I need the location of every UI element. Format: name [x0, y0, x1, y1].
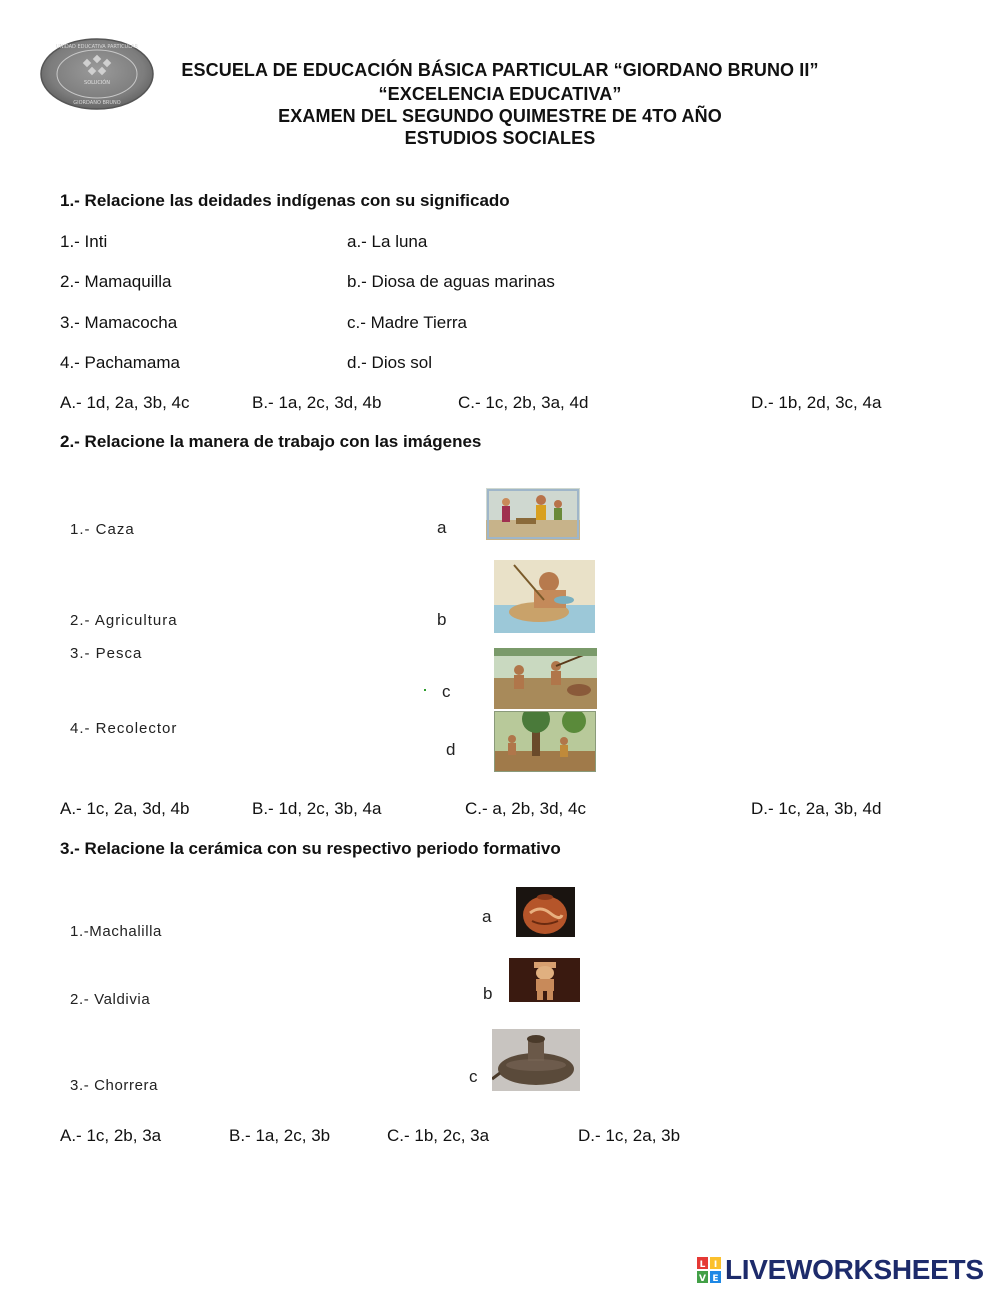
q3-title: 3.- Relacione la cerámica con su respectivo periodo formativo: [60, 839, 561, 858]
ceramic-image-a: [516, 887, 575, 937]
q1-right-item: b.- Diosa de aguas marinas: [347, 272, 555, 291]
q1-right-item: d.- Dios sol: [347, 353, 433, 372]
school-motto: “EXCELENCIA EDUCATIVA”: [378, 84, 622, 104]
q1-option-c[interactable]: C.- 1c, 2b, 3a, 4d: [458, 393, 589, 412]
q3-option-c[interactable]: C.- 1b, 2c, 3a: [387, 1126, 490, 1145]
q1-right-item: c.- Madre Tierra: [347, 313, 467, 332]
work-image-d: [494, 711, 596, 772]
liveworksheets-wordmark: LIVEWORKSHEETS: [725, 1254, 984, 1285]
q2-letter: b: [437, 610, 447, 629]
liveworksheets-badge-icon: [697, 1257, 721, 1283]
svg-text:E: E: [712, 1274, 719, 1283]
q2-option-b[interactable]: B.- 1d, 2c, 3b, 4a: [252, 799, 382, 818]
q2-item: 3.- Pesca: [70, 645, 143, 662]
q2-title: 2.- Relacione la manera de trabajo con las imágenes: [60, 432, 482, 451]
q2-option-d[interactable]: D.- 1c, 2a, 3b, 4d: [751, 799, 882, 818]
q1-title: 1.- Relacione las deidades indígenas con su significado: [60, 191, 510, 210]
q2-option-a[interactable]: A.- 1c, 2a, 3d, 4b: [60, 799, 190, 818]
liveworksheets-logo: [697, 1253, 984, 1287]
q3-item: 3.- Chorrera: [70, 1077, 159, 1094]
q2-letter: d: [446, 740, 456, 759]
q1-left-item: 3.- Mamacocha: [60, 313, 178, 332]
q3-letter: c: [469, 1067, 478, 1086]
q3-option-b[interactable]: B.- 1a, 2c, 3b: [229, 1126, 331, 1145]
ceramic-image-c: [492, 1029, 580, 1091]
q1-left-item: 1.- Inti: [60, 232, 108, 251]
green-dot-mark: [424, 689, 426, 691]
q2-item: 2.- Agricultura: [70, 612, 178, 629]
work-image-b: [494, 560, 595, 633]
q1-option-d[interactable]: D.- 1b, 2d, 3c, 4a: [751, 393, 882, 412]
svg-text:SOLUCIÓN: SOLUCIÓN: [84, 80, 110, 86]
svg-text:I: I: [713, 1260, 718, 1270]
q1-option-a[interactable]: A.- 1d, 2a, 3b, 4c: [60, 393, 190, 412]
svg-text:L: L: [699, 1260, 706, 1270]
svg-text:UNIDAD EDUCATIVA PARTICULAR: UNIDAD EDUCATIVA PARTICULAR: [55, 44, 139, 50]
q1-left-item: 2.- Mamaquilla: [60, 272, 172, 291]
q2-letter: c: [442, 682, 451, 701]
q3-item: 1.-Machalilla: [70, 923, 162, 940]
work-image-c: [494, 648, 597, 709]
svg-text:GIORDANO BRUNO: GIORDANO BRUNO: [73, 100, 121, 106]
q1-right-item: a.- La luna: [347, 232, 428, 251]
q2-item: 4.- Recolector: [70, 720, 178, 737]
q2-letter: a: [437, 518, 447, 537]
q2-item: 1.- Caza: [70, 521, 135, 538]
q3-letter: a: [482, 907, 492, 926]
q3-letter: b: [483, 984, 493, 1003]
svg-text:V: V: [699, 1274, 706, 1283]
q3-item: 2.- Valdivia: [70, 991, 151, 1008]
q3-option-d[interactable]: D.- 1c, 2a, 3b: [578, 1126, 681, 1145]
school-name: ESCUELA DE EDUCACIÓN BÁSICA PARTICULAR “GIORDANO BRUNO II”: [181, 60, 819, 80]
q1-option-b[interactable]: B.- 1a, 2c, 3d, 4b: [252, 393, 382, 412]
q1-left-item: 4.- Pachamama: [60, 353, 180, 372]
q2-option-c[interactable]: C.- a, 2b, 3d, 4c: [465, 799, 586, 818]
exam-title: EXAMEN DEL SEGUNDO QUIMESTRE DE 4TO AÑO: [278, 106, 722, 126]
ceramic-image-b: [509, 958, 580, 1002]
work-image-a: [486, 488, 580, 540]
subject-title: ESTUDIOS SOCIALES: [404, 128, 596, 148]
q3-option-a[interactable]: A.- 1c, 2b, 3a: [60, 1126, 162, 1145]
